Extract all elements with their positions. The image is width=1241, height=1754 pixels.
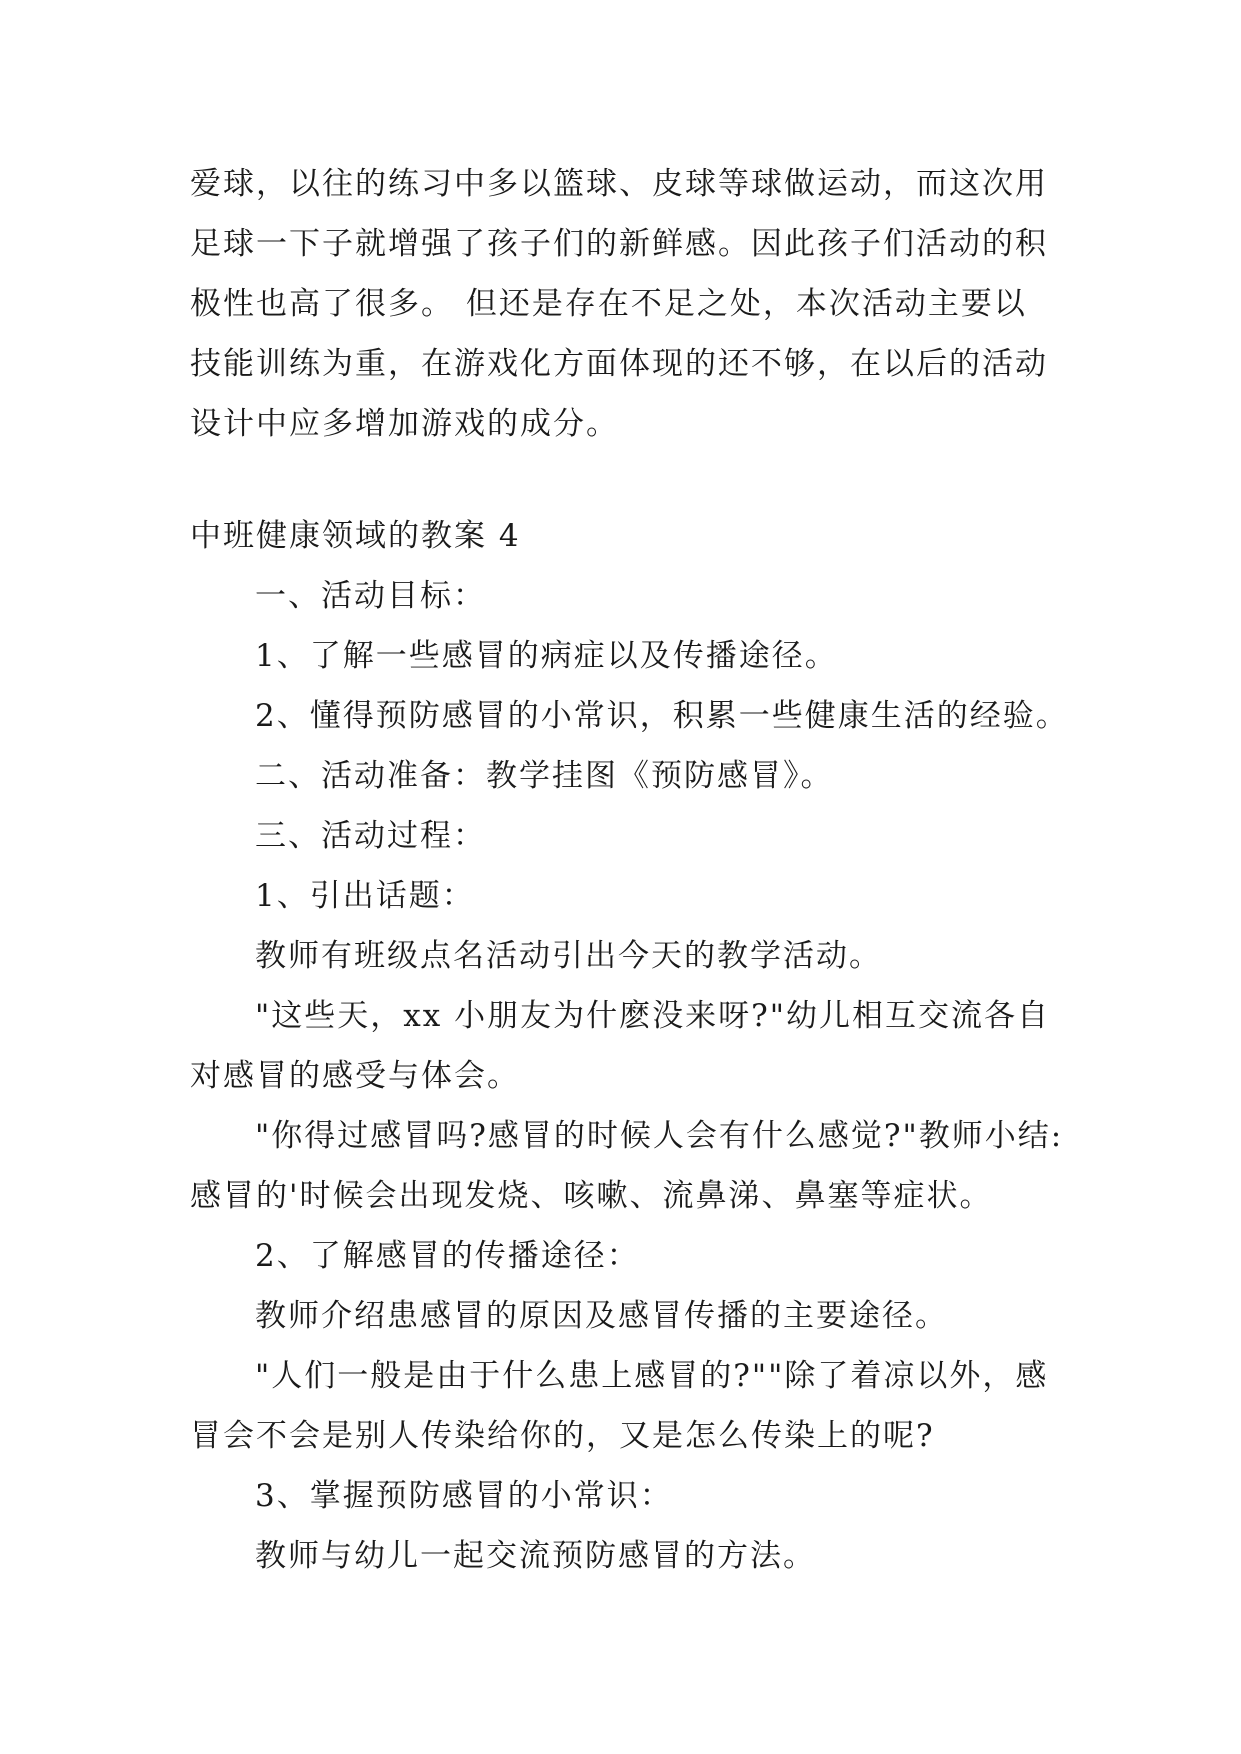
paragraph-line: 设计中应多增加游戏的成分。: [190, 406, 619, 442]
list-item: 2、懂得预防感冒的小常识，积累一些健康生活的经验。: [255, 698, 1069, 734]
paragraph-line: "这些天，xx 小朋友为什麽没来呀?"幼儿相互交流各自: [255, 998, 1050, 1034]
paragraph-line: 教师有班级点名活动引出今天的教学活动。: [255, 938, 882, 974]
list-item: 1、引出话题：: [255, 878, 475, 914]
paragraph-line: 感冒的'时候会出现发烧、咳嗽、流鼻涕、鼻塞等症状。: [190, 1178, 993, 1214]
paragraph-line: 足球一下子就增强了孩子们的新鲜感。因此孩子们活动的积: [190, 226, 1048, 262]
heading-objectives: 一、活动目标：: [255, 578, 486, 614]
paragraph-line: 冒会不会是别人传染给你的，又是怎么传染上的呢?: [190, 1418, 935, 1454]
paragraph-line: "你得过感冒吗?感冒的时候人会有什么感觉?"教师小结:: [255, 1118, 1064, 1154]
paragraph-line: 对感冒的感受与体会。: [190, 1058, 520, 1094]
paragraph-line: 教师介绍患感冒的原因及感冒传播的主要途径。: [255, 1298, 948, 1334]
paragraph-line: 爱球，以往的练习中多以篮球、皮球等球做运动，而这次用: [190, 166, 1048, 202]
paragraph-line: 教师与幼儿一起交流预防感冒的方法。: [255, 1538, 816, 1574]
section-title: 中班健康领域的教案 4: [190, 518, 521, 554]
list-item: 2、了解感冒的传播途径：: [255, 1238, 640, 1274]
paragraph-line: 技能训练为重，在游戏化方面体现的还不够，在以后的活动: [190, 346, 1048, 382]
heading-preparation: 二、活动准备：教学挂图《预防感冒》。: [255, 758, 834, 794]
heading-process: 三、活动过程：: [255, 818, 486, 854]
paragraph-line: 极性也高了很多。 但还是存在不足之处，本次活动主要以: [190, 286, 1027, 322]
list-item: 1、了解一些感冒的病症以及传播途径。: [255, 638, 838, 674]
paragraph-line: "人们一般是由于什么患上感冒的?""除了着凉以外，感: [255, 1358, 1049, 1394]
list-item: 3、掌握预防感冒的小常识：: [255, 1478, 673, 1514]
